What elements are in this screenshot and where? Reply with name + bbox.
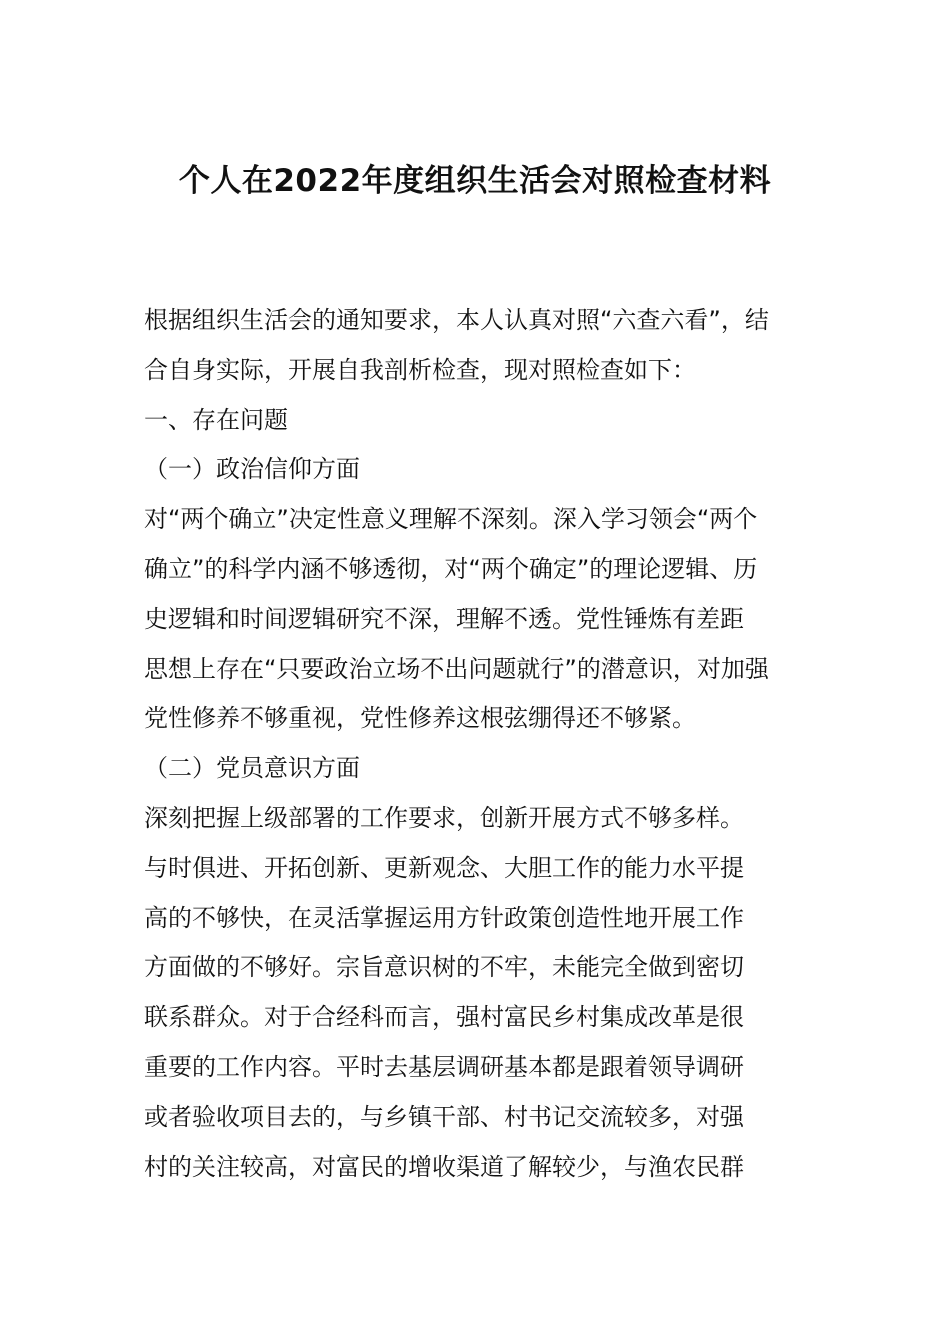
paragraph-line: 或者验收项目去的，与乡镇干部、村书记交流较多，对强 — [144, 1102, 744, 1131]
paragraph-line: 与时俱进、开拓创新、更新观念、大胆工作的能力水平提 — [144, 853, 744, 882]
paragraph-line: 思想上存在“只要政治立场不出问题就行”的潜意识，对加强 — [144, 654, 769, 683]
paragraph-line: 合自身实际，开展自我剖析检查，现对照检查如下： — [144, 355, 696, 384]
document-body — [144, 296, 812, 1192]
subsection-heading: （二）党员意识方面 — [144, 754, 360, 783]
subsection-heading: （一）政治信仰方面 — [144, 455, 360, 484]
paragraph-line: 史逻辑和时间逻辑研究不深，理解不透。党性锤炼有差距 — [144, 604, 744, 633]
paragraph-line: 深刻把握上级部署的工作要求，创新开展方式不够多样。 — [144, 803, 744, 832]
paragraph-line: 高的不够快，在灵活掌握运用方针政策创造性地开展工作 — [144, 903, 744, 932]
paragraph-line: 确立”的科学内涵不够透彻，对“两个确定”的理论逻辑、历 — [144, 554, 758, 583]
paragraph-line: 根据组织生活会的通知要求，本人认真对照“六查六看”，结 — [144, 306, 769, 334]
paragraph-line: 村的关注较高，对富民的增收渠道了解较少，与渔农民群 — [144, 1152, 744, 1181]
section-heading: 一、存在问题 — [144, 405, 288, 434]
paragraph-line: 重要的工作内容。平时去基层调研基本都是跟着领导调研 — [144, 1052, 744, 1081]
document-title: 个人在2022年度组织生活会对照检查材料 — [178, 163, 772, 199]
paragraph-line: 联系群众。对于合经科而言，强村富民乡村集成改革是很 — [144, 1003, 744, 1032]
paragraph-line: 党性修养不够重视，党性修养这根弦绷得还不够紧。 — [144, 704, 696, 733]
paragraph-line: 对“两个确立”决定性意义理解不深刻。深入学习领会“两个 — [144, 505, 758, 534]
paragraph-line: 方面做的不够好。宗旨意识树的不牢，未能完全做到密切 — [144, 953, 744, 982]
